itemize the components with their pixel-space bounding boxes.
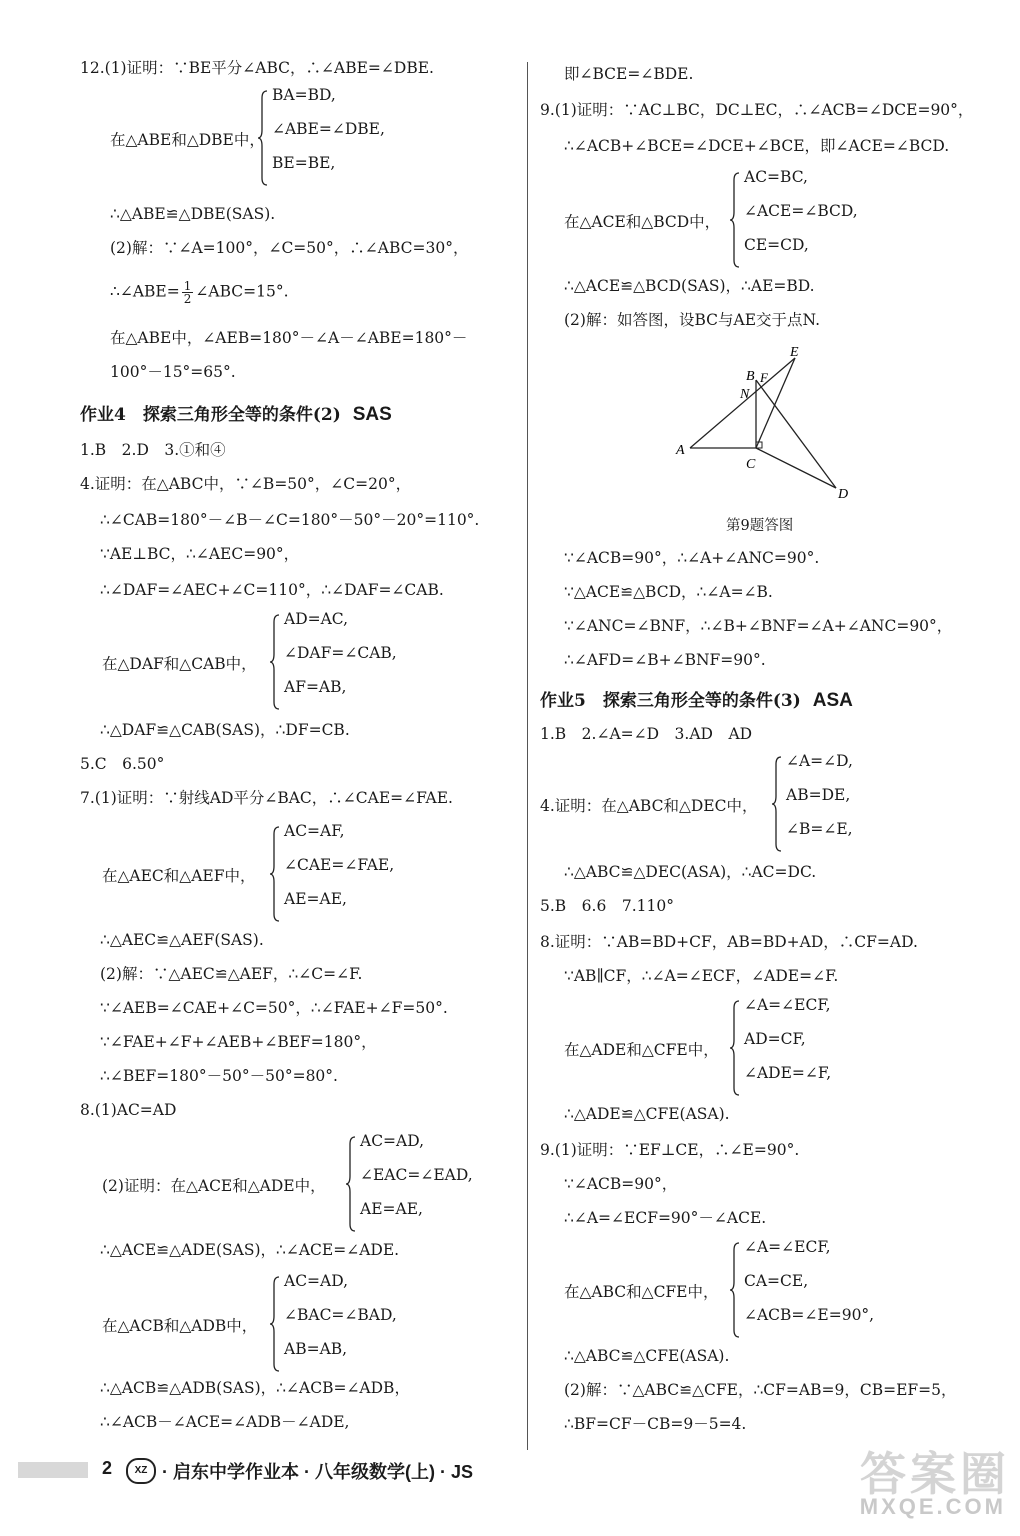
brace-label: 在△ABE和△DBE中， — [110, 131, 265, 149]
brace-item: ∠EAC=∠EAD, — [360, 1166, 473, 1184]
brace-items — [272, 86, 385, 188]
brace-item: ∠CAE=∠FAE, — [284, 856, 395, 874]
left-brace-icon — [346, 1136, 356, 1232]
brace-item: BE=BE, — [272, 154, 336, 172]
text-line: ∵AE⊥BC，∴∠AEC=90°， — [100, 545, 300, 563]
heading-text: 作业4 探索三角形全等的条件(2) — [80, 405, 341, 425]
left-brace-icon — [258, 90, 268, 186]
text-line: 1.B 2.∠A=∠D 3.AD AD — [540, 725, 753, 743]
segment-CD — [756, 448, 836, 488]
brace-block-8 — [564, 996, 964, 1100]
brace-block-7 — [540, 752, 960, 856]
text-line: 5.B 6.6 7.110° — [540, 897, 674, 915]
text-line: ∵∠FAE+∠F+∠AEB+∠BEF=180°， — [100, 1033, 377, 1051]
brace-item: AC=AF, — [284, 822, 345, 840]
segment-BD — [756, 380, 836, 488]
left-brace-icon — [772, 756, 782, 852]
text-line: ∵∠AEB=∠CAE+∠C=50°，∴∠FAE+∠F=50°. — [100, 999, 448, 1017]
brace-block-5 — [102, 1272, 502, 1376]
text-span: ∴∠ABE= — [110, 282, 180, 301]
left-brace-icon — [730, 1242, 740, 1338]
brace-label: 在△ACB和△ADB中， — [102, 1317, 258, 1335]
text-line: ∴∠CAB=180°－∠B－∠C=180°－50°－20°=110°. — [100, 511, 480, 529]
text-line: 即∠BCE=∠BDE. — [564, 65, 694, 83]
label-D: D — [838, 487, 849, 502]
brace-block-9 — [564, 1238, 974, 1342]
text-line: 7.(1)证明：∵射线AD平分∠BAC，∴∠CAE=∠FAE. — [80, 789, 453, 807]
text-line: ∴△ABE≌△DBE(SAS). — [110, 205, 276, 223]
watermark-logo-text: 答案圈 — [860, 1448, 1010, 1500]
brace-item: AB=AB, — [284, 1340, 348, 1358]
label-B: B — [746, 369, 755, 384]
text-line: 1.B 2.D 3.①和④ — [80, 441, 226, 459]
brace-item: ∠A=∠D, — [786, 752, 853, 770]
brace-label: (2)证明：在△ACE和△ADE中， — [102, 1177, 326, 1195]
brace-item: AC=BC, — [744, 168, 808, 186]
brace-item: AC=AD, — [360, 1132, 425, 1150]
text-line: ∴∠ACB－∠ACE=∠ADB－∠ADE, — [100, 1413, 350, 1431]
q12-part1: 12.(1)证明：∵BE平分∠ABC，∴∠ABE=∠DBE. — [80, 59, 434, 77]
brace-items — [284, 1272, 397, 1374]
text-line: (2)解：∵∠A=100°，∠C=50°，∴∠ABC=30°， — [110, 239, 469, 257]
brace-block-6 — [564, 168, 964, 272]
brace-item: ∠BAC=∠BAD, — [284, 1306, 397, 1324]
brace-block-3 — [102, 822, 502, 926]
text-line: ∴BF=CF－CB=9－5=4. — [564, 1415, 747, 1433]
brace-label: 在△ABC和△CFE中， — [564, 1283, 719, 1301]
page-number: 2 — [102, 1458, 113, 1478]
brace-items — [360, 1132, 473, 1234]
text-line: (2)解：∵△ABC≌△CFE，∴CF=AB=9，CB=EF=5， — [564, 1381, 957, 1399]
text-line: 9.(1)证明：∵EF⊥CE，∴∠E=90°. — [540, 1141, 800, 1159]
brace-item: ∠DAF=∠CAB, — [284, 644, 397, 662]
brace-label: 在△ACE和△BCD中， — [564, 213, 721, 231]
left-brace-icon — [270, 1276, 280, 1372]
book-title: · 启东中学作业本 · 八年级数学(上) · JS — [162, 1462, 473, 1482]
heading-text: 作业5 探索三角形全等的条件(3) — [540, 691, 801, 711]
section-heading-4 — [80, 400, 392, 426]
text-line: 9.(1)证明：∵AC⊥BC，DC⊥EC，∴∠ACB=∠DCE=90°， — [540, 101, 974, 119]
brace-item: AF=AB, — [284, 678, 347, 696]
label-N: N — [740, 387, 750, 402]
left-brace-icon — [730, 1000, 740, 1096]
fraction-line — [110, 280, 289, 305]
text-line: ∵∠ACB=90°， — [564, 1175, 678, 1193]
brace-items — [284, 610, 397, 712]
label-A: A — [676, 443, 685, 458]
text-line: ∴∠DAF=∠AEC+∠C=110°，∴∠DAF=∠CAB. — [100, 581, 444, 599]
brace-item: AE=AE, — [284, 890, 347, 908]
text-line: ∴∠BEF=180°－50°－50°=80°. — [100, 1067, 338, 1085]
footer-decoration-bar — [18, 1462, 88, 1478]
text-line: ∴△ACE≌△BCD(SAS)，∴AE=BD. — [564, 277, 815, 295]
brace-block-4 — [102, 1132, 512, 1236]
column-divider — [527, 62, 528, 1450]
text-line: ∴△ABC≌△CFE(ASA). — [564, 1347, 730, 1365]
brace-items — [744, 996, 831, 1098]
brace-item: BA=BD, — [272, 86, 336, 104]
fraction-denominator: 2 — [183, 292, 192, 306]
text-span: ∠ABC=15°. — [195, 282, 289, 301]
text-line: ∴△ACB≌△ADB(SAS)，∴∠ACB=∠ADB， — [100, 1379, 410, 1397]
brace-item: CE=CD, — [744, 236, 809, 254]
fraction — [182, 280, 194, 305]
segment-AE — [690, 358, 795, 448]
publisher-logo-icon: XZ — [126, 1458, 156, 1484]
brace-item: ∠B=∠E, — [786, 820, 853, 838]
text-line: ∴∠AFD=∠B+∠BNF=90°. — [564, 651, 766, 669]
brace-item: AB=DE, — [786, 786, 851, 804]
brace-items — [284, 822, 394, 924]
section-heading-5 — [540, 686, 853, 712]
q9-answer-figure — [670, 342, 870, 502]
text-line: ∵△ACE≌△BCD，∴∠A=∠B. — [564, 583, 773, 601]
brace-item: AD=CF, — [744, 1030, 806, 1048]
brace-label: 在△AEC和△AEF中， — [102, 867, 256, 885]
brace-item: AE=AE, — [360, 1200, 423, 1218]
text-line: 8.证明：∵AB=BD+CF，AB=BD+AD，∴CF=AD. — [540, 933, 918, 951]
text-line: ∵∠ANC=∠BNF，∴∠B+∠BNF=∠A+∠ANC=90°， — [564, 617, 953, 635]
text-line: 5.C 6.50° — [80, 755, 165, 773]
fraction-numerator: 1 — [183, 279, 192, 293]
brace-label: 在△ADE和△CFE中， — [564, 1041, 719, 1059]
label-E: E — [790, 345, 799, 360]
text-line: 100°－15°=65°. — [110, 363, 236, 381]
brace-items — [786, 752, 853, 854]
text-line: ∵∠ACB=90°，∴∠A+∠ANC=90°. — [564, 549, 820, 567]
brace-item: ∠ACB=∠E=90°, — [744, 1306, 875, 1324]
watermark-url: MXQE.COM — [859, 1494, 1006, 1519]
page-footer — [18, 1458, 618, 1482]
left-brace-icon — [270, 614, 280, 710]
left-brace-icon — [730, 172, 740, 268]
text-line: ∴△AEC≌△AEF(SAS). — [100, 931, 264, 949]
label-F: F — [760, 370, 768, 385]
brace-item: ∠A=∠ECF, — [744, 1238, 831, 1256]
text-line: 4.证明：在△ABC中，∵∠B=50°，∠C=20°， — [80, 475, 412, 493]
text-line: (2)解：∵△AEC≌△AEF，∴∠C=∠F. — [100, 965, 363, 983]
brace-item: AC=AD, — [284, 1272, 349, 1290]
brace-items — [744, 1238, 874, 1340]
brace-item: ∠A=∠ECF, — [744, 996, 831, 1014]
text-line: 在△ABE中，∠AEB=180°－∠A－∠ABE=180°－ — [110, 329, 468, 347]
figure-caption: 第9题答图 — [726, 518, 794, 534]
label-C: C — [746, 457, 756, 472]
brace-item: CA=CE, — [744, 1272, 809, 1290]
brace-block-1 — [110, 86, 510, 190]
brace-item: ∠ACE=∠BCD, — [744, 202, 858, 220]
brace-items — [744, 168, 858, 270]
brace-label: 4.证明：在△ABC和△DEC中， — [540, 797, 758, 815]
brace-item: AD=AC, — [284, 610, 349, 628]
text-line: ∴△ADE≌△CFE(ASA). — [564, 1105, 730, 1123]
text-line: ∴∠ACB+∠BCE=∠DCE+∠BCE，即∠ACE=∠BCD. — [564, 137, 950, 155]
left-brace-icon — [270, 826, 280, 922]
brace-item: ∠ABE=∠DBE, — [272, 120, 385, 138]
brace-item: ∠ADE=∠F, — [744, 1064, 832, 1082]
brace-label: 在△DAF和△CAB中， — [102, 655, 257, 673]
heading-tag: ASA — [812, 690, 853, 711]
watermark — [840, 1438, 1010, 1528]
text-line: ∴∠A=∠ECF=90°－∠ACE. — [564, 1209, 767, 1227]
brace-block-2 — [102, 610, 502, 714]
text-line: ∴△ACE≌△ADE(SAS)，∴∠ACE=∠ADE. — [100, 1241, 400, 1259]
text-line: 8.(1)AC=AD — [80, 1101, 177, 1119]
text-line: (2)解：如答图，设BC与AE交于点N. — [564, 311, 821, 329]
text-line: ∵AB∥CF，∴∠A=∠ECF，∠ADE=∠F. — [564, 967, 839, 985]
text-line: ∴△DAF≌△CAB(SAS)，∴DF=CB. — [100, 721, 350, 739]
heading-tag: SAS — [352, 404, 392, 425]
text-line: ∴△ABC≌△DEC(ASA)，∴AC=DC. — [564, 863, 817, 881]
